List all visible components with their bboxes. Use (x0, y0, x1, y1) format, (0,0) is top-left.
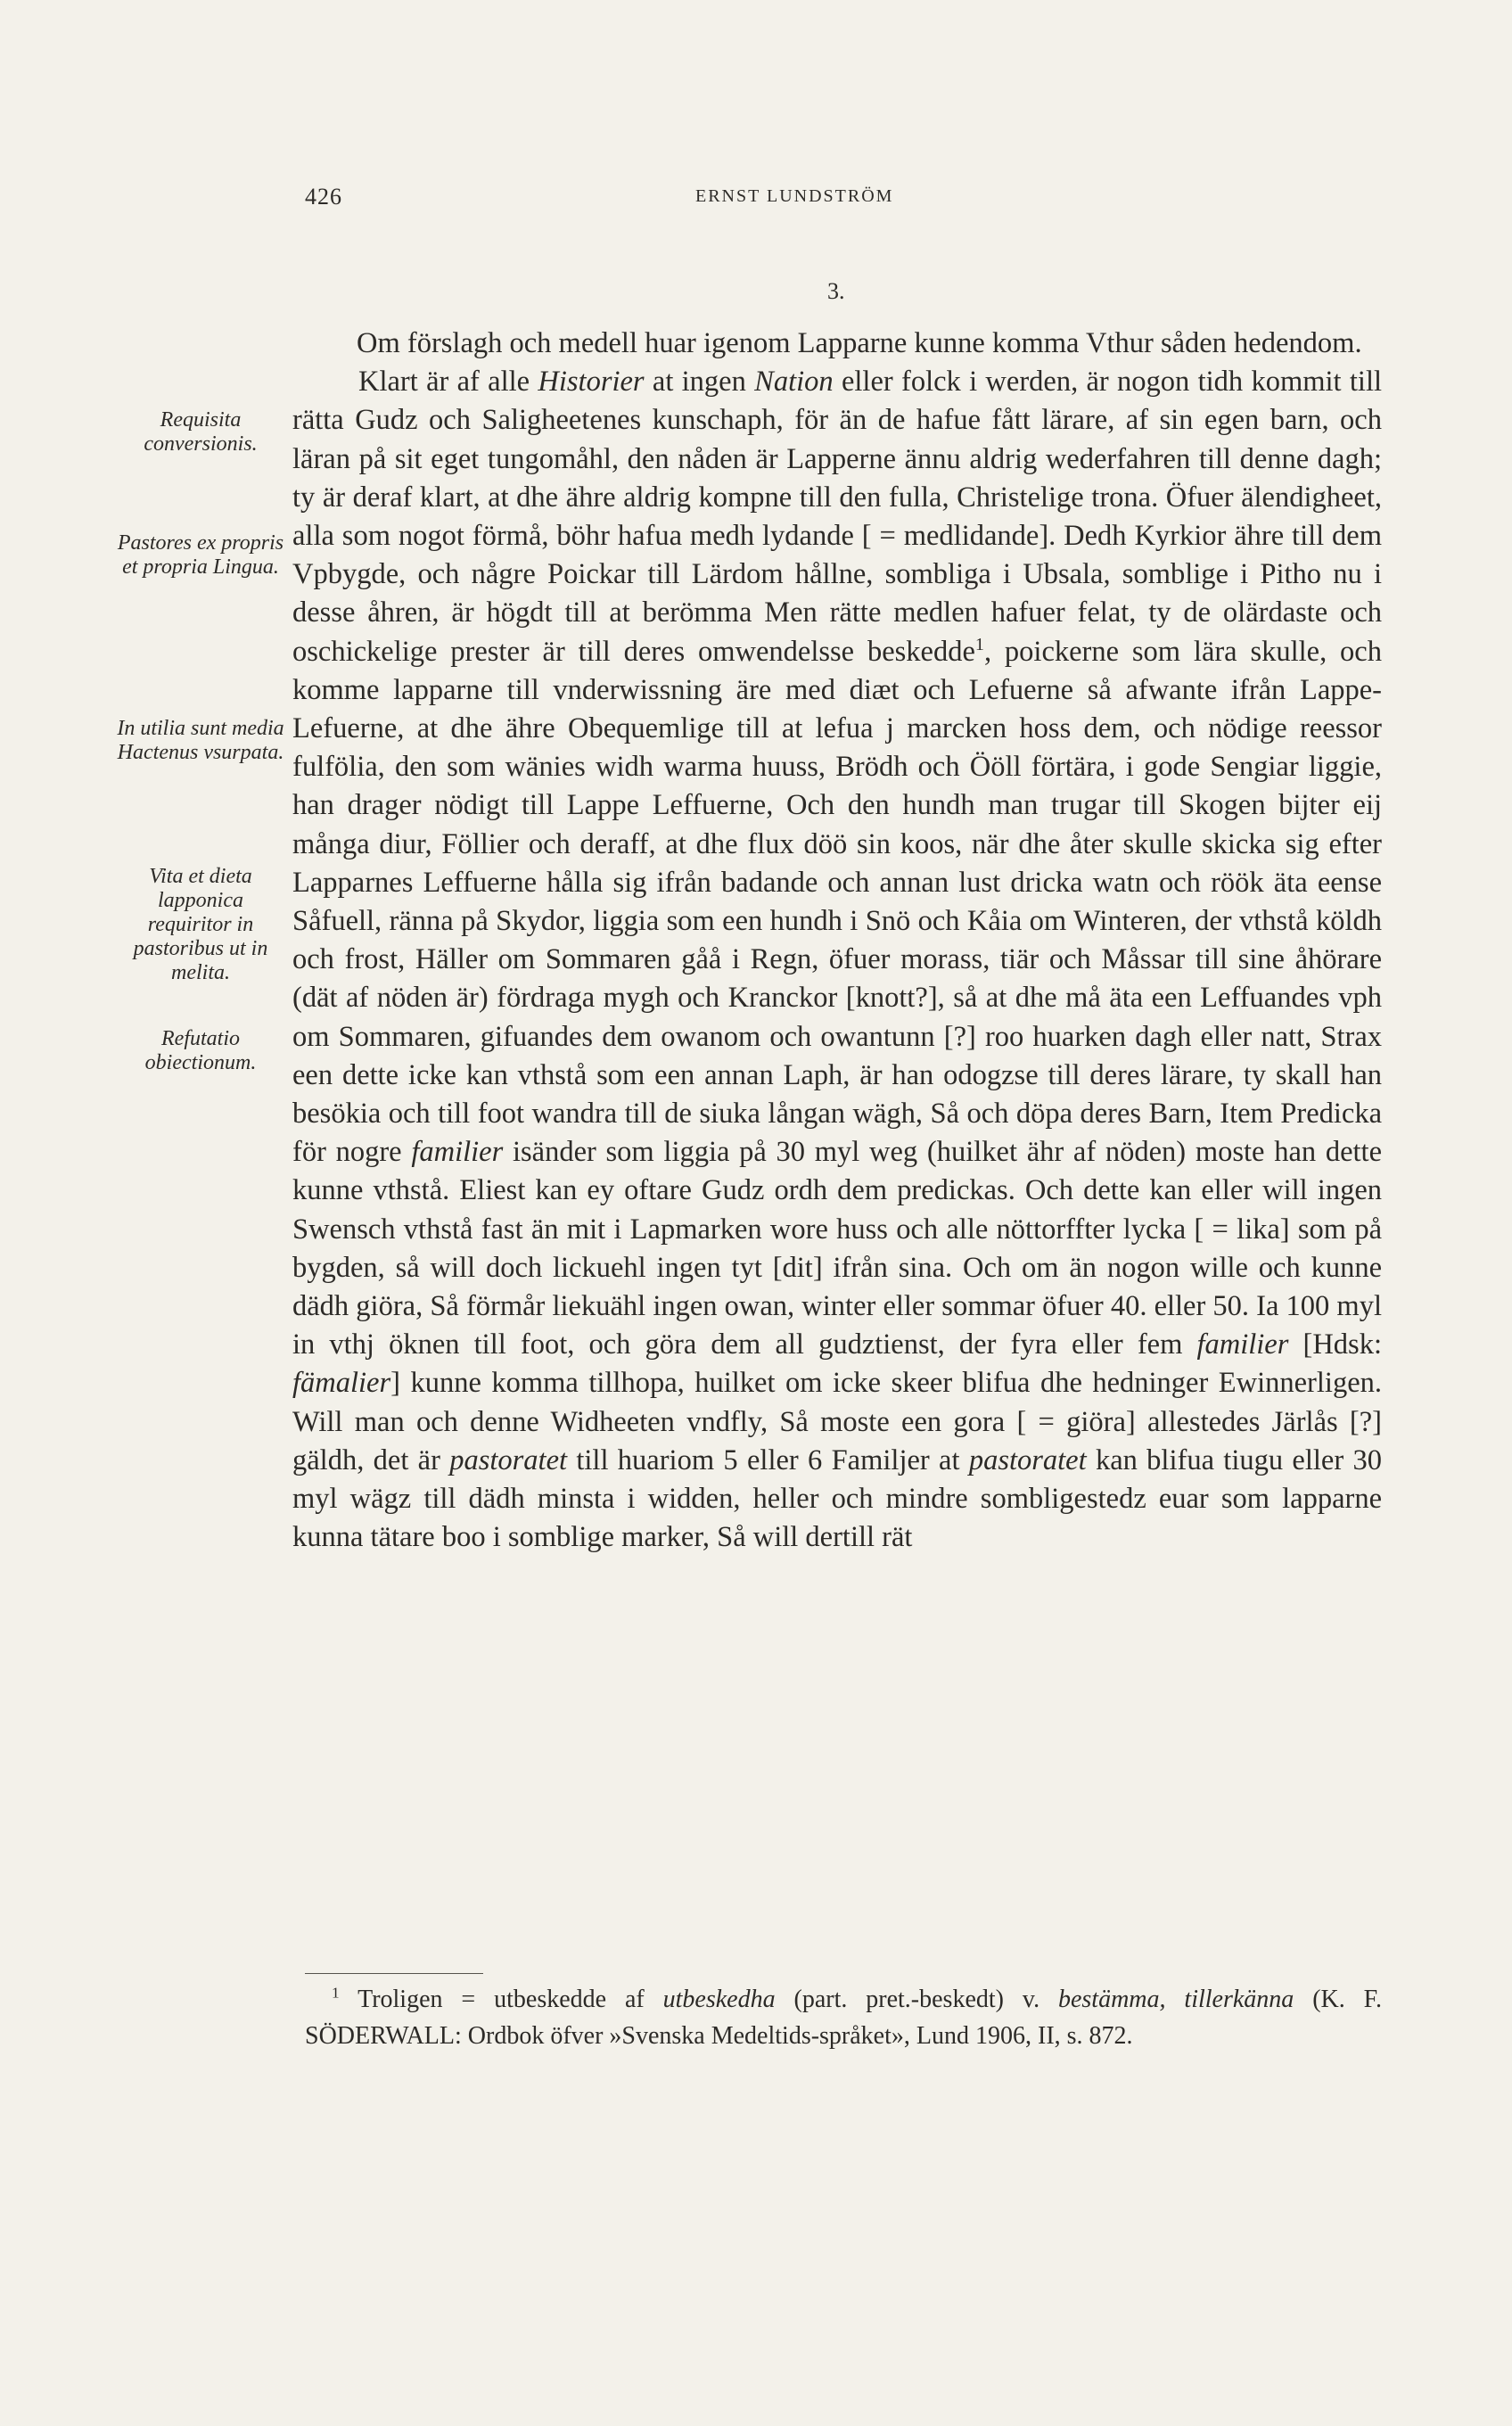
page-number: 426 (305, 184, 342, 210)
body-text (292, 325, 1382, 1558)
margin-note: Vita et dieta lapponica requiritor in pastoribus ut in melita. (133, 865, 268, 984)
section-title-line: Om förslagh och medell huar igenom Lapparne kunne komma Vthur såden hedendom. (357, 327, 1362, 359)
running-head: ERNST LUNDSTRÖM (695, 186, 894, 206)
margin-note: In utilia sunt media Hactenus vsurpata. (117, 717, 284, 764)
paragraph: Klart är af alle Historier at ingen Nation eller folck i werden, är nogon tidh kommit till rätta Gudz och Saligheetenes kunschaph, för än de hafue fått lärare, af sin egen barn, och läran på sit eget tungomåhl, den nåden är Lapperne ännu aldrig wederfahren till denne dagh; ty är deraf klart, at dhe ähre aldrig kompne till den fulla, Christelige trona. Öfuer älendigheet, alla som nogot förmå, böhr hafua medh lydande [ = medlidande]. Dedh Kyrkior ähre till dem Vpbygde, och någre Poickar till Lärdom hållne, sombliga i Ubsala, somblige i Pitho nu i desse åhren, är högdt till at berömma Men rätte medlen hafuer felat, ty de olärdaste och oschickelige prester är till deres omwendelsse beskedde$^1$, poickerne som lära skulle, och komme lapparne till vnderwissning äre med diæt och Lefuerne så afwante ifrån Lappe-Lefuerne, at dhe ähre Obequemlige till at lefua j marcken hoss dem, och nödige reessor fulfölia, den som wänies widh warma huuss, Brödh och Ööll förtära, i gode Sengiar liggie, han drager nödigt till Lappe Leffuerne, Och den hundh man trugar till Skogen bijter eij många diur, Föllier och deraff, at dhe flux döö sin koos, när dhe åter skulle skicka sig efter Lapparnes Leffuerne hålla sig ifrån badande och annan lust dricka watn och röök äta eense Såfuell, ränna på Skydor, liggia som een hundh i Snö och Kåia om Winteren, der vthstå köldh och frost, Häller om Sommaren gåå i Regn, öfuer morass, tiär och Måssar till sine åhörare (dät af nöden är) fördraga mygh och Kranckor [knott?], så at dhe må äta een Leffuandes vph om Sommaren, gifuandes dem owanom och owantunn [?] roo huarken dagh eller natt, Strax een dette icke kan vthstå som een annan Laph, är han odogzse till deres lärare, ty skall han besökia och till foot wandra till de siuka långan wägh, Så och döpa deres Barn, Item Predicka för nogre familier isänder som liggia på 30 myl weg (huilket ähr af nöden) moste han dette kunne vthstå. Eliest kan ey oftare Gudz ordh dem predickas. Och dette kan eller will ingen Swensch vthstå fast än mit i Lapmarken wore huss och alle nöttorffter lycka [ = lika] som på bygden, så will doch lickuehl ingen tyt [dit] ifrån sina. Och om än nogon wille och kunne dädh giöra, Så förmår liekuähl ingen owan, winter eller sommar öfuer 40. eller 50. Ia 100 myl in vthj öknen till foot, och göra dem all gudztienst, der fyra eller fem familier [Hdsk: fämalier] kunne komma tillhopa, huilket om icke skeer blifua dhe hedninger Ewinnerligen. Will man och denne Widheeten vndfly, Så moste een gora [ = giöra] allestedes Järlås [?] gäldh, det är pastoratet till huariom 5 eller 6 Familjer at pastoratet kan blifua tiugu eller 30 myl wägz till dädh minsta i widden, heller och mindre sombligestedz euar som lapparne kunna tätare boo i somblige marker, Så will dertill rät (292, 366, 1382, 1554)
section-number: 3. (827, 278, 845, 304)
margin-note: Refutatio obiectionum. (144, 1027, 257, 1074)
footnote: $^1$ Troligen = utbeskedde af utbeskedha (part. pret.-beskedt) v. bestämma, tillerkänna (K. F. SÖDERWALL: Ordbok öfver »Svenska Medeltids-språket», Lund 1906, II, s. 872. (305, 1984, 1382, 2050)
footnote-reference: 1 (974, 634, 984, 654)
margin-note: Pastores ex propris et propria Lingua. (117, 531, 284, 579)
footnotes (305, 1981, 1382, 2054)
footnote-divider (305, 1973, 483, 1974)
margin-note: Requisita conversionis. (144, 408, 258, 456)
